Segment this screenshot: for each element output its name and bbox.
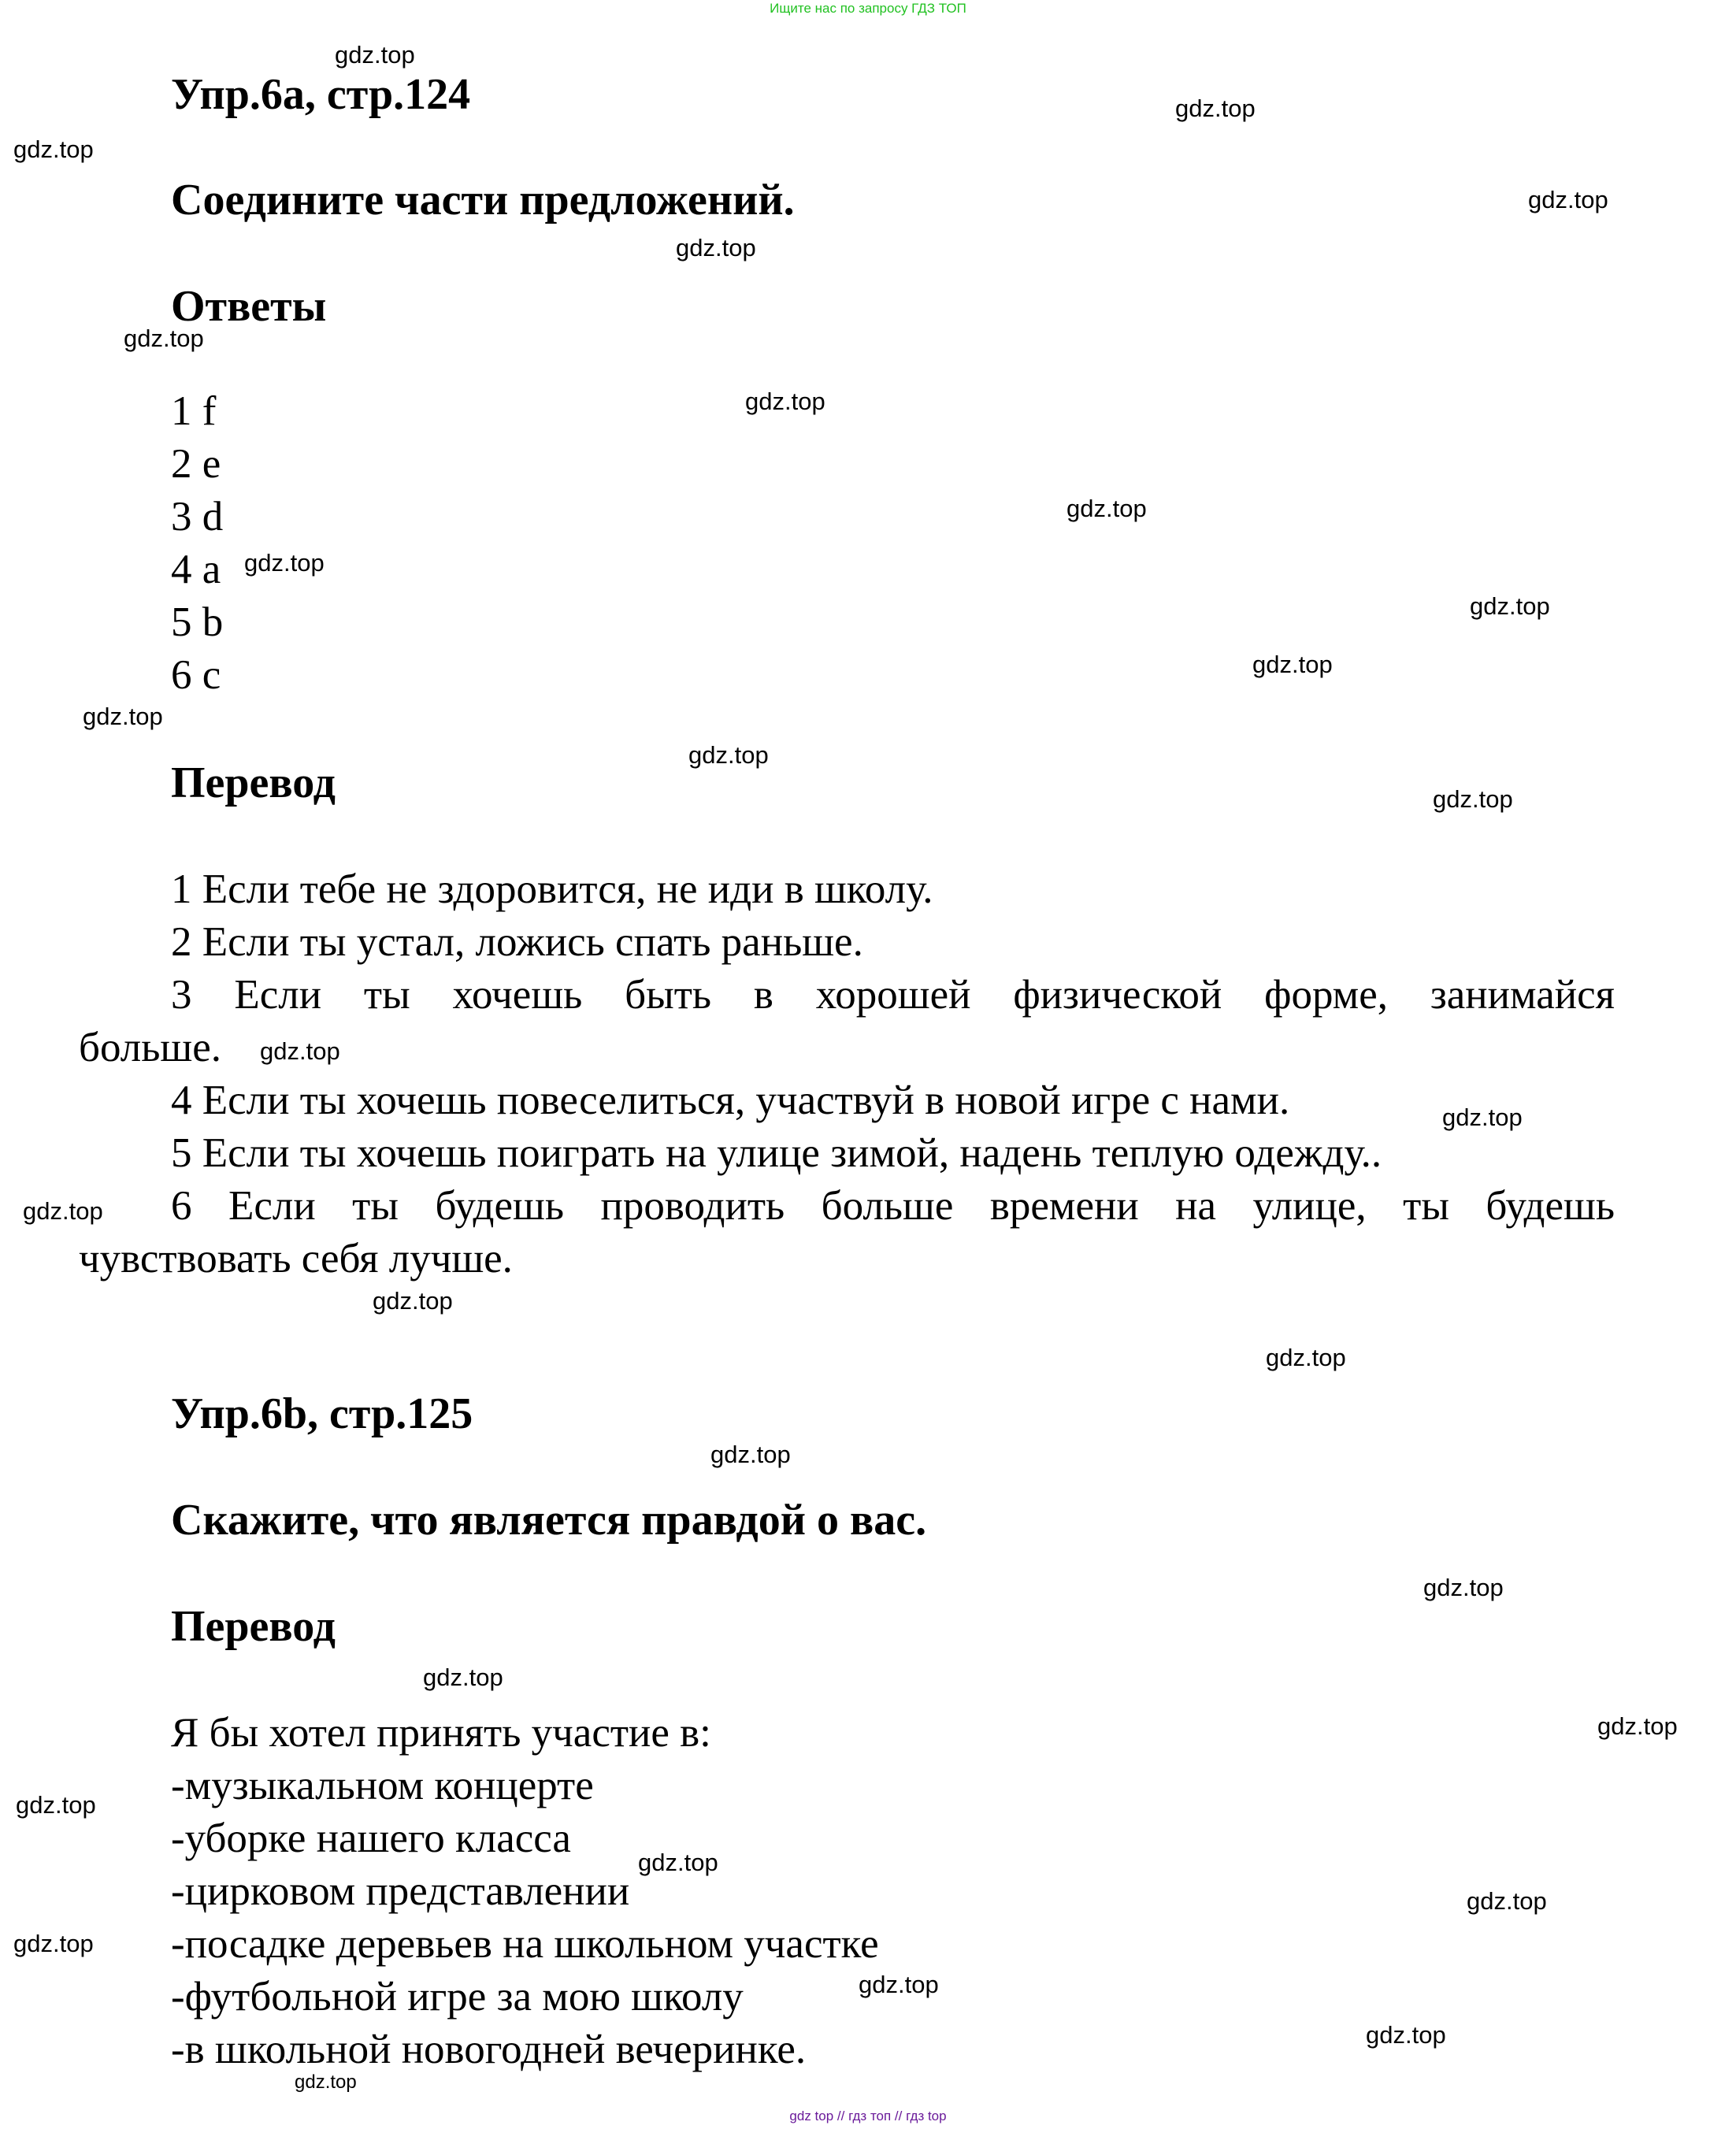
watermark: gdz.top (23, 1197, 103, 1225)
answer-item: 5 b (171, 599, 224, 645)
watermark: gdz.top (423, 1664, 503, 1691)
watermark: gdz.top (638, 1849, 718, 1876)
list-item: -футбольной игре за мою школу (171, 1974, 744, 2020)
list-item: -в школьной новогодней вечеринке. (171, 2027, 807, 2072)
watermark: gdz.top (1066, 495, 1147, 522)
watermark: gdz.top (676, 234, 756, 261)
list-item: -посадке деревьев на школьном участке (171, 1921, 879, 1967)
watermark: gdz.top (859, 1971, 939, 1998)
top-banner[interactable]: Ищите нас по запросу ГДЗ ТОП (770, 1, 966, 16)
watermark: gdz.top (1252, 651, 1333, 678)
watermark: gdz.top (13, 1930, 94, 1957)
translation-heading-a: Перевод (171, 759, 336, 807)
watermark: gdz.top (1175, 95, 1256, 122)
watermark: gdz.top (1528, 186, 1608, 213)
translation-line: 4 Если ты хочешь повеселиться, участвуй в новой игре с нами. (171, 1077, 1290, 1123)
watermark: gdz.top (710, 1441, 791, 1468)
watermark: gdz.top (124, 325, 204, 352)
watermark: gdz.top (745, 388, 825, 415)
translation-line: 5 Если ты хочешь поиграть на улице зимой, надень теплую одежду.. (171, 1130, 1382, 1176)
watermark: gdz.top (335, 41, 415, 69)
translation-line: 6 Если ты будешь проводить больше времени на улице, ты будешь (171, 1183, 1615, 1229)
translation-line: 3 Если ты хочешь быть в хорошей физической форме, занимайся (171, 972, 1615, 1018)
watermark: gdz.top (1470, 592, 1550, 620)
watermark: gdz.top (83, 703, 163, 730)
list-item: Я бы хотел принять участие в: (171, 1710, 711, 1756)
list-item: -музыкальном концерте (171, 1763, 594, 1808)
watermark: gdz.top (373, 1287, 453, 1315)
watermark: gdz.top (244, 549, 325, 577)
exercise-6b-title: Упр.6b, стр.125 (171, 1389, 473, 1438)
watermark: gdz.top (1423, 1574, 1504, 1601)
watermark: gdz.top (1597, 1712, 1678, 1740)
list-item: -уборке нашего класса (171, 1816, 571, 1861)
answer-item: 2 e (171, 441, 221, 487)
translation-heading-b: Перевод (171, 1602, 336, 1651)
translation-line: 1 Если тебе не здоровится, не иди в школу. (171, 866, 933, 912)
footer[interactable]: gdz top // гдз топ // гдз top (789, 2109, 947, 2123)
translation-paragraph (79, 1180, 1615, 1285)
translation-line: больше. (79, 1025, 221, 1070)
translation-line: 2 Если ты устал, ложись спать раньше. (171, 919, 863, 965)
answer-item: 1 f (171, 388, 217, 434)
exercise-6a-title: Упр.6a, стр.124 (171, 70, 471, 119)
list-item: -цирковом представлении (171, 1868, 630, 1914)
exercise-6a-task: Соедините части предложений. (171, 176, 795, 224)
answer-item: 4 a (171, 547, 221, 592)
answer-item: 6 c (171, 652, 221, 698)
watermark: gdz.top (688, 741, 769, 769)
answer-item: 3 d (171, 494, 224, 540)
exercise-6b-task: Скажите, что является правдой о вас. (171, 1496, 927, 1545)
translation-line: чувствовать себя лучше. (79, 1236, 513, 1281)
answers-heading: Ответы (171, 282, 327, 331)
watermark: gdz.top (1433, 785, 1513, 813)
watermark: gdz.top (260, 1037, 340, 1065)
watermark: gdz.top (1366, 2021, 1446, 2049)
watermark: gdz.top (295, 2072, 357, 2093)
watermark: gdz.top (1442, 1103, 1523, 1131)
watermark: gdz.top (1467, 1887, 1547, 1915)
watermark: gdz.top (13, 135, 94, 163)
watermark: gdz.top (16, 1791, 96, 1819)
watermark: gdz.top (1266, 1344, 1346, 1371)
